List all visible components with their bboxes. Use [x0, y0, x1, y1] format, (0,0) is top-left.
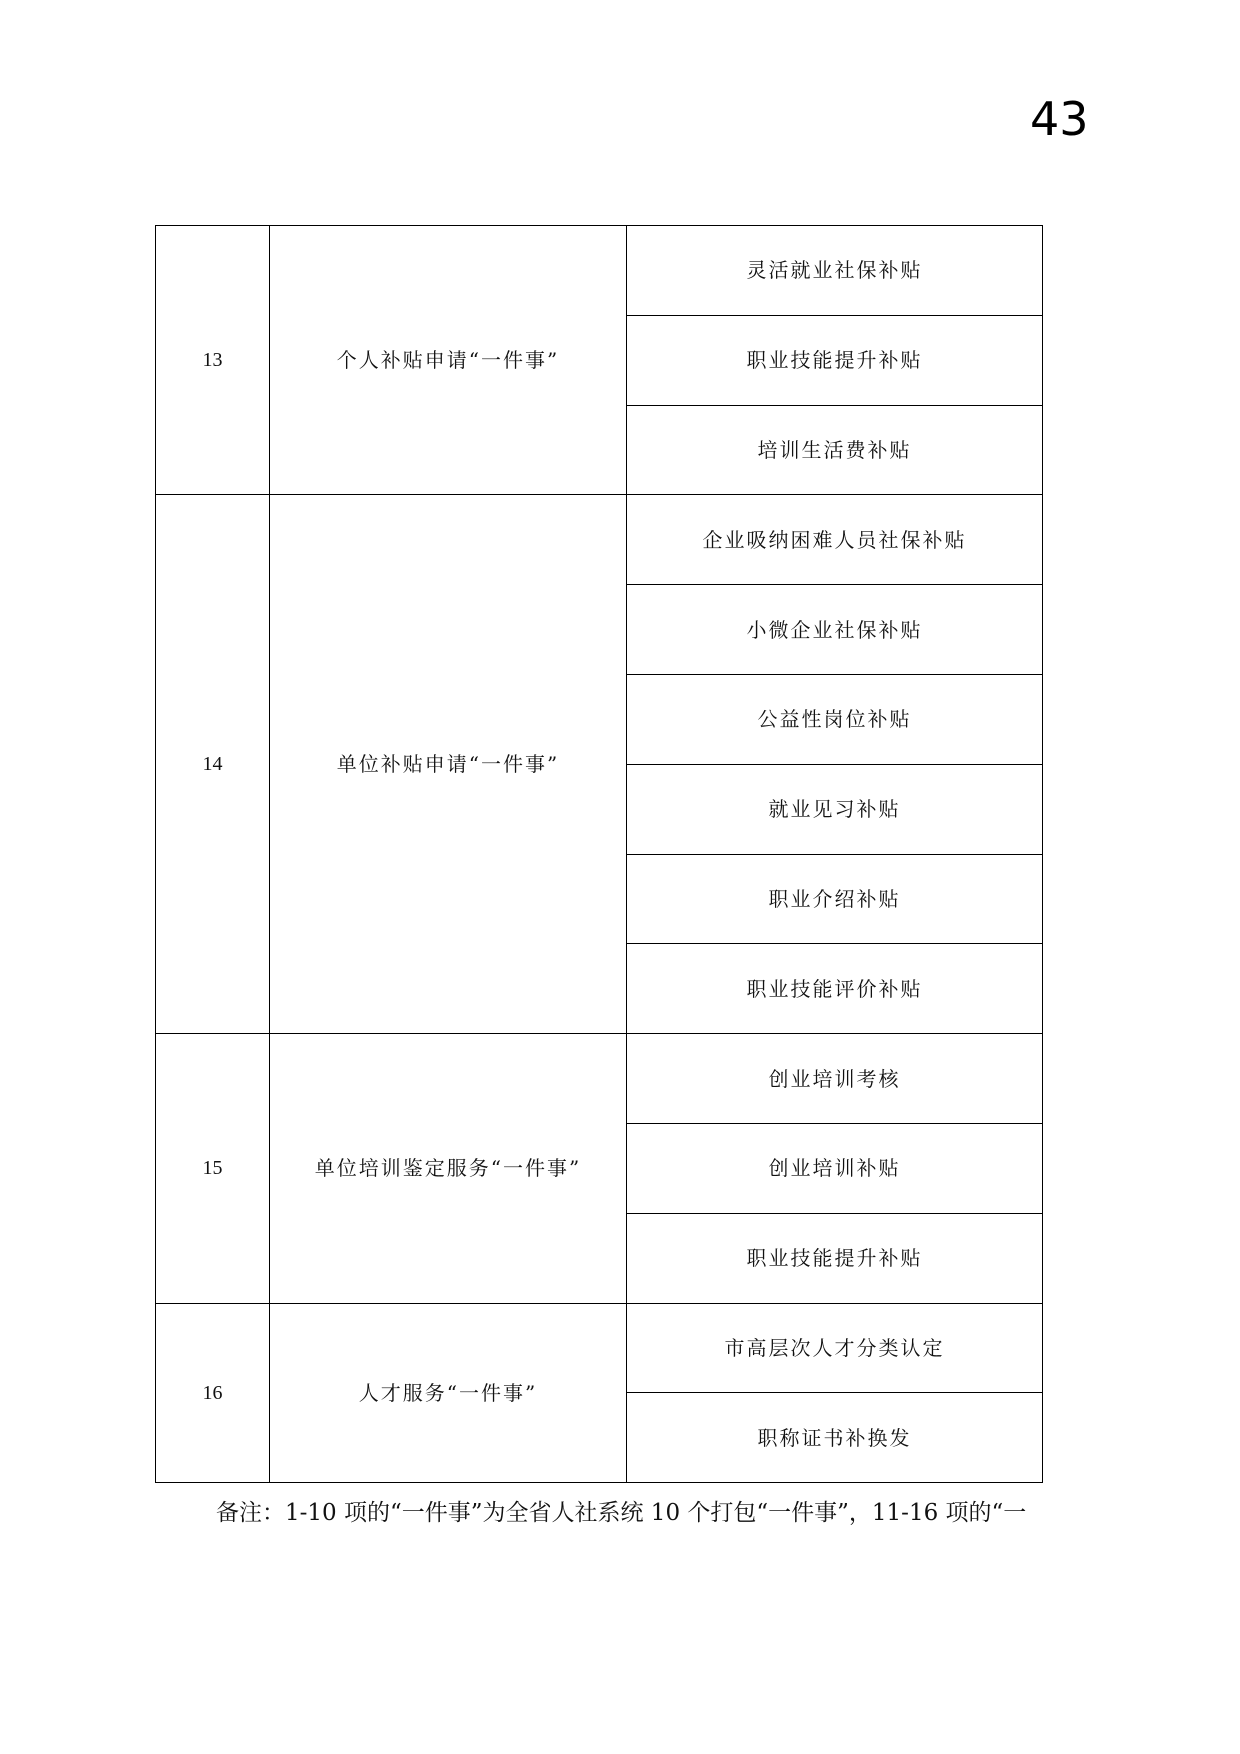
group-index: 14 — [156, 495, 270, 1034]
group-title: 单位补贴申请“一件事” — [270, 495, 627, 1034]
sub-item: 职业技能提升补贴 — [627, 315, 1043, 405]
sub-item: 小微企业社保补贴 — [627, 585, 1043, 675]
sub-item: 企业吸纳困难人员社保补贴 — [627, 495, 1043, 585]
table-row — [156, 226, 1043, 316]
group-title: 个人补贴申请“一件事” — [270, 226, 627, 495]
sub-item: 就业见习补贴 — [627, 764, 1043, 854]
sub-item: 创业培训考核 — [627, 1034, 1043, 1124]
footnote: 备注：1-10 项的“一件事”为全省人社系统 10 个打包“一件事”，11-16 项的“一 — [216, 1500, 1027, 1526]
sub-item: 职称证书补换发 — [627, 1393, 1043, 1483]
table-row — [156, 495, 1043, 585]
sub-item: 灵活就业社保补贴 — [627, 226, 1043, 316]
sub-item: 职业介绍补贴 — [627, 854, 1043, 944]
service-table — [155, 225, 1043, 1483]
group-title: 人才服务“一件事” — [270, 1303, 627, 1483]
table-row — [156, 1034, 1043, 1124]
sub-item: 职业技能提升补贴 — [627, 1213, 1043, 1303]
sub-item: 市高层次人才分类认定 — [627, 1303, 1043, 1393]
sub-item: 公益性岗位补贴 — [627, 674, 1043, 764]
sub-item: 职业技能评价补贴 — [627, 944, 1043, 1034]
group-index: 13 — [156, 226, 270, 495]
page-number: 43 — [1030, 92, 1089, 146]
table-row — [156, 1303, 1043, 1393]
group-title: 单位培训鉴定服务“一件事” — [270, 1034, 627, 1303]
sub-item: 培训生活费补贴 — [627, 405, 1043, 495]
group-index: 16 — [156, 1303, 270, 1483]
sub-item: 创业培训补贴 — [627, 1123, 1043, 1213]
group-index: 15 — [156, 1034, 270, 1303]
